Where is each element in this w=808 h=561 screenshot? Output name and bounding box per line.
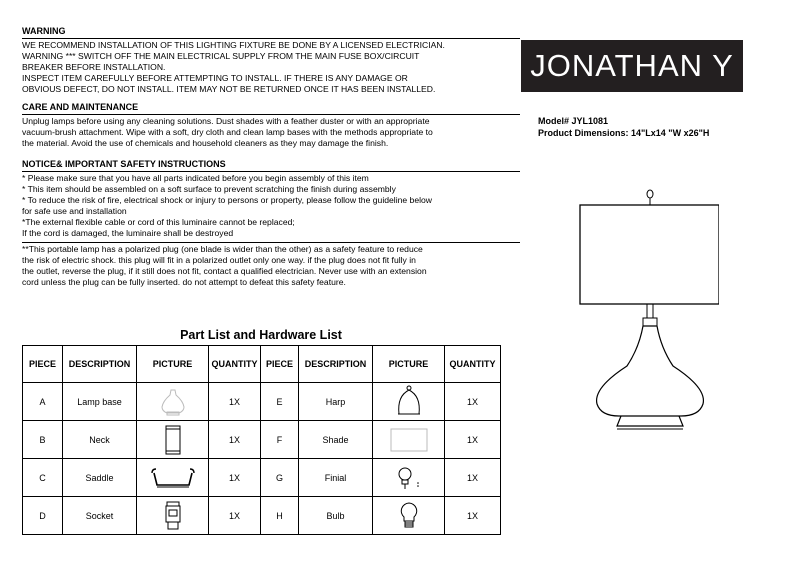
quantity-cell: 1X	[209, 383, 261, 421]
description-cell: Neck	[63, 421, 137, 459]
table-row	[23, 459, 501, 497]
quantity-cell: 1X	[445, 497, 501, 535]
plug-line: the outlet, reverse the plug, if it still does not fit, contact a qualified electrician. Never use with an extension	[22, 266, 427, 276]
care-line: vacuum-brush attachment. Wipe with a soft, dry cloth and clean lamp bases with the methods appropriate to	[22, 127, 433, 137]
piece-cell: F	[261, 421, 299, 459]
picture-cell	[373, 421, 445, 459]
header-piece: PIECE	[23, 346, 63, 383]
parts-header-row	[23, 346, 501, 383]
description-cell: Shade	[299, 421, 373, 459]
piece-cell: G	[261, 459, 299, 497]
parts-title: Part List and Hardware List	[180, 328, 342, 342]
table-row	[23, 383, 501, 421]
header-piece: PIECE	[261, 346, 299, 383]
product-dimensions: Product Dimensions: 14"Lx14 "W x26"H	[538, 128, 710, 138]
header-picture: PICTURE	[137, 346, 209, 383]
description-cell: Lamp base	[63, 383, 137, 421]
piece-cell: B	[23, 421, 63, 459]
care-line: the material. Avoid the use of chemicals and household cleaners as they may damage the finish.	[22, 138, 389, 148]
harp-icon	[394, 385, 424, 419]
description-cell: Harp	[299, 383, 373, 421]
safety-divider	[22, 171, 520, 172]
piece-cell: C	[23, 459, 63, 497]
piece-cell: H	[261, 497, 299, 535]
warning-divider	[22, 38, 520, 39]
description-cell: Bulb	[299, 497, 373, 535]
warning-line: WARNING *** SWITCH OFF THE MAIN ELECTRICAL SUPPLY FROM THE MAIN FUSE BOX/CIRCUIT	[22, 51, 420, 61]
safety-line: *The external flexible cable or cord of this luminaire cannot be replaced;	[22, 217, 295, 227]
quantity-cell: 1X	[445, 383, 501, 421]
table-lamp-icon	[579, 188, 719, 434]
finial-icon	[391, 464, 427, 492]
care-section	[22, 102, 520, 149]
piece-cell: E	[261, 383, 299, 421]
quantity-cell: 1X	[209, 497, 261, 535]
warning-title: WARNING	[22, 26, 66, 36]
picture-cell	[137, 497, 209, 535]
safety-line: for safe use and installation	[22, 206, 127, 216]
care-divider	[22, 114, 520, 115]
picture-cell	[373, 459, 445, 497]
header-quantity: QUANTITY	[209, 346, 261, 383]
socket-icon	[161, 500, 185, 532]
lamp-base-icon	[153, 386, 193, 418]
brand-logo: JONATHAN Y	[521, 40, 743, 92]
picture-cell	[137, 421, 209, 459]
model-number: Model# JYL1081	[538, 116, 609, 126]
quantity-cell: 1X	[209, 459, 261, 497]
header-description: DESCRIPTION	[63, 346, 137, 383]
header-picture: PICTURE	[373, 346, 445, 383]
product-info	[538, 115, 709, 139]
table-row	[23, 421, 501, 459]
header-description: DESCRIPTION	[299, 346, 373, 383]
piece-cell: A	[23, 383, 63, 421]
plug-line: cord unless the plug can be fully inserted. do not attempt to defeat this safety feature.	[22, 277, 346, 287]
warning-line: OBVIOUS DEFECT, DO NOT INSTALL. ITEM MAY NOT BE RETURNED ONCE IT HAS BEEN INSTALLED.	[22, 84, 436, 94]
header-quantity: QUANTITY	[445, 346, 501, 383]
safety-line: If the cord is damaged, the luminaire shall be destroyed	[22, 228, 234, 238]
picture-cell	[137, 459, 209, 497]
safety-line: * To reduce the risk of fire, electrical shock or injury to persons or property, please follow the guideline below	[22, 195, 433, 205]
warning-line: INSPECT ITEM CAREFULLY BEFORE ATTEMPTING TO INSTALL. IF THERE IS ANY DAMAGE OR	[22, 73, 408, 83]
warning-line: BREAKER BEFORE INSTALLATION.	[22, 62, 166, 72]
safety-line: * This item should be assembled on a soft surface to prevent scratching the finish during assembly	[22, 184, 396, 194]
parts-table	[22, 345, 501, 535]
description-cell: Socket	[63, 497, 137, 535]
picture-cell	[137, 383, 209, 421]
saddle-icon	[148, 465, 198, 491]
care-title: CARE AND MAINTENANCE	[22, 102, 139, 112]
safety-line: * Please make sure that you have all parts indicated before you begin assembly of this item	[22, 173, 369, 183]
bulb-icon	[397, 500, 421, 532]
shade-icon	[387, 425, 431, 455]
instructions-column	[22, 26, 520, 288]
picture-cell	[373, 497, 445, 535]
safety-section	[22, 159, 520, 288]
quantity-cell: 1X	[445, 459, 501, 497]
description-cell: Saddle	[63, 459, 137, 497]
safety-title: NOTICE& IMPORTANT SAFETY INSTRUCTIONS	[22, 159, 226, 169]
warning-line: WE RECOMMEND INSTALLATION OF THIS LIGHTING FIXTURE BE DONE BY A LICENSED ELECTRICIAN.	[22, 40, 445, 50]
picture-cell	[373, 383, 445, 421]
quantity-cell: 1X	[209, 421, 261, 459]
plug-line: the risk of electric shock. this plug will fit in a polarized outlet only one way. if the plug does not fit fully in	[22, 255, 416, 265]
table-row	[23, 497, 501, 535]
quantity-cell: 1X	[445, 421, 501, 459]
piece-cell: D	[23, 497, 63, 535]
care-line: Unplug lamps before using any cleaning solutions. Dust shades with a feather duster or with an appropriate	[22, 116, 430, 126]
neck-icon	[161, 424, 185, 456]
plug-divider	[22, 242, 520, 243]
warning-section	[22, 26, 520, 95]
plug-line: **This portable lamp has a polarized plug (one blade is wider than the other) as a safety feature to reduce	[22, 244, 423, 254]
description-cell: Finial	[299, 459, 373, 497]
